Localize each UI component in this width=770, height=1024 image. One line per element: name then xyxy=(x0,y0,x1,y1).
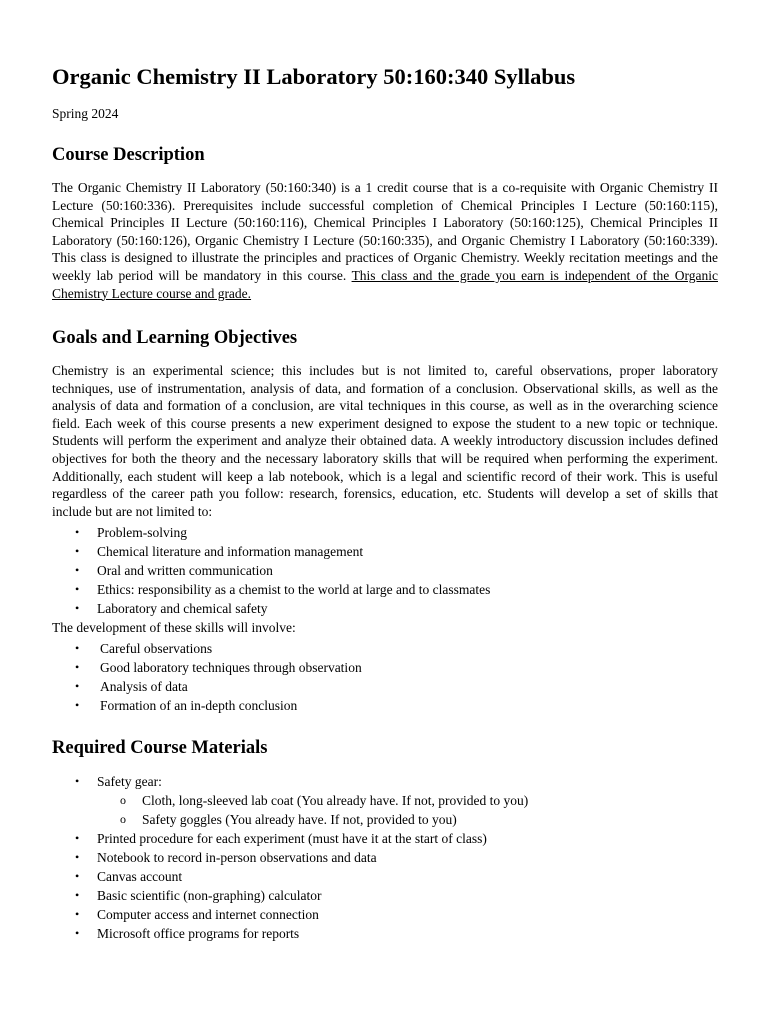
course-description-text xyxy=(52,179,718,302)
bullet-icon: • xyxy=(75,698,80,712)
list-item: • Problem-solving xyxy=(75,525,187,540)
bullet-icon: • xyxy=(75,525,80,539)
list-item: • Computer access and internet connection xyxy=(75,907,319,922)
list-item: • Oral and written communication xyxy=(75,563,273,578)
list-item: • Safety gear: xyxy=(75,774,162,789)
bullet-icon: • xyxy=(75,869,80,883)
materials-heading: Required Course Materials xyxy=(52,738,268,758)
bullet-icon: • xyxy=(75,544,80,558)
list-item: o Cloth, long-sleeved lab coat (You already have. If not, provided to you) xyxy=(120,793,529,808)
bullet-icon: • xyxy=(75,888,80,902)
bullet-icon: • xyxy=(75,907,80,921)
list-item: • Printed procedure for each experiment (must have it at the start of class) xyxy=(75,831,487,846)
bullet-icon: • xyxy=(75,563,80,577)
list-item: o Safety goggles (You already have. If not, provided to you) xyxy=(120,812,457,827)
bullet-icon: • xyxy=(75,831,80,845)
development-intro: The development of these skills will involve: xyxy=(52,620,296,635)
list-item: • Careful observations xyxy=(75,641,213,656)
list-item: • Ethics: responsibility as a chemist to the world at large and to classmates xyxy=(75,582,491,597)
safety-sublist-container xyxy=(52,791,528,829)
list-item: • Formation of an in-depth conclusion xyxy=(75,698,298,713)
list-item: • Laboratory and chemical safety xyxy=(75,601,268,616)
circle-bullet-icon: o xyxy=(120,793,126,807)
list-item: • Canvas account xyxy=(75,869,183,884)
independence-note: This class and the grade you earn is independent of the Organic Chemistry Lecture course and grade. xyxy=(52,267,718,301)
bullet-icon: • xyxy=(75,641,80,655)
bullet-icon: • xyxy=(75,850,80,864)
goals-text: Chemistry is an experimental science; this includes but is not limited to, careful observations, proper laboratory techniques, use of instrumentation, analysis of data, and formation of a conclusion. Observational skills, as well as the analysis of data and formation of a conclusion, are vital techniques in this course, as well as in the overarching science field. Each week of this course presents a new experiment designed to expose the student to a new topic or technique. Students will perform the experiment and analyze their obtained data. A weekly introductory discussion includes defined objectives for both the theory and the necessary laboratory skills that will be required when performing the experiment. Additionally, each student will keep a lab notebook, which is a legal and scientific record of their work. This is useful regardless of the career path you follow: research, forensics, education, etc. Students will develop a set of skills that include but are not limited to: xyxy=(52,363,718,519)
list-item: • Good laboratory techniques through observation xyxy=(75,660,362,675)
course-description-body: The Organic Chemistry II Laboratory (50:160:340) is a 1 credit course that is a co-requisite with Organic Chemistry II Lecture (50:160:336). Prerequisites include successful completion of Chemical Principles I Lecture (50:160:115), Chemical Principles II Lecture (50:160:116), Chemical Principles I Laboratory (50:160:125), Chemical Principles II Laboratory (50:160:126), Organic Chemistry I Lecture (50:160:335), and Organic Chemistry I Laboratory (50:160:339). This class is designed to illustrate the principles and practices of Organic Chemistry. Weekly recitation meetings and the weekly lab period will be mandatory in this course. xyxy=(52,180,718,283)
goals-heading: Goals and Learning Objectives xyxy=(52,328,298,348)
list-item: • Microsoft office programs for reports xyxy=(75,926,300,941)
bullet-icon: • xyxy=(75,660,80,674)
bullet-icon: • xyxy=(75,926,80,940)
list-item: • Notebook to record in-person observations and data xyxy=(75,850,377,865)
bullet-icon: • xyxy=(75,582,80,596)
materials-list xyxy=(52,772,528,943)
term-label: Spring 2024 xyxy=(52,106,119,121)
skills-list xyxy=(52,523,490,618)
list-item: • Basic scientific (non-graphing) calculator xyxy=(75,888,322,903)
list-item: • Chemical literature and information management xyxy=(75,544,364,559)
bullet-icon: • xyxy=(75,774,80,788)
bullet-icon: • xyxy=(75,679,80,693)
development-list xyxy=(52,639,362,715)
circle-bullet-icon: o xyxy=(120,812,126,826)
page-title: Organic Chemistry II Laboratory 50:160:340 Syllabus xyxy=(52,64,576,89)
bullet-icon: • xyxy=(75,601,80,615)
safety-sublist xyxy=(52,791,528,829)
list-item: • Analysis of data xyxy=(75,679,188,694)
course-description-heading: Course Description xyxy=(52,145,205,165)
